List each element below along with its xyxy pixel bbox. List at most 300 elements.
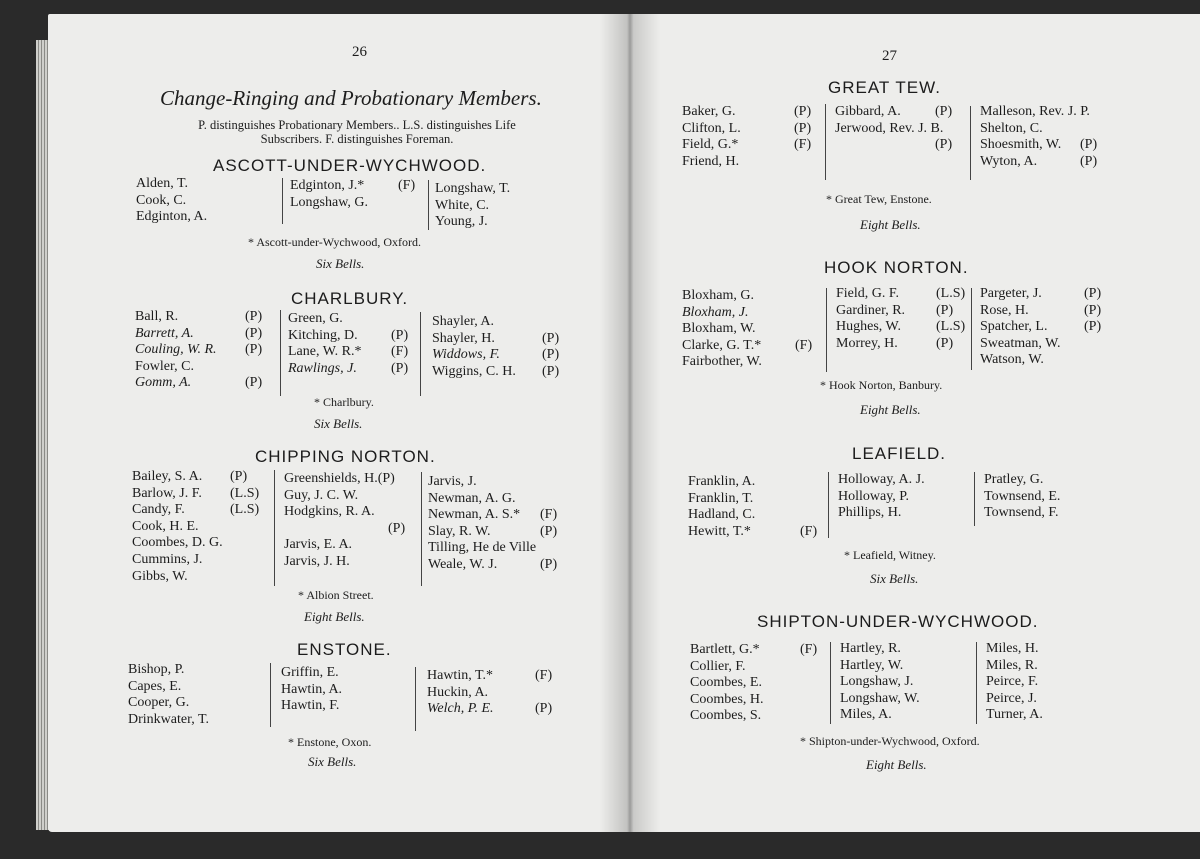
member-name: Hawtin, T.* (427, 668, 493, 683)
member-entry (132, 552, 267, 569)
member-name: Couling, W. R. (135, 342, 217, 358)
legend-line: Subscribers. F. distinguishes Foreman. (260, 132, 454, 146)
bells-count: Eight Bells. (860, 402, 921, 417)
member-entry (980, 352, 1110, 369)
member-name: Green, G. (288, 311, 343, 326)
member-entry (986, 707, 1096, 724)
member-name: Clifton, L. (682, 120, 741, 136)
member-name: Edginton, J.* (290, 178, 365, 193)
member-entry (840, 674, 970, 691)
member-entry (682, 338, 822, 355)
member-entry (136, 209, 276, 226)
member-status: (P) (230, 469, 248, 484)
member-status: (L.S) (936, 286, 966, 301)
member-entry (840, 658, 970, 675)
member-name: Rose, H. (980, 302, 1029, 318)
tower-note: * Great Tew, Enstone. (826, 192, 932, 206)
member-entry (284, 471, 424, 488)
member-entry (428, 491, 568, 508)
member-status: (L.S) (230, 485, 260, 501)
member-name: Coombes, E. (690, 675, 762, 691)
member-entry (281, 698, 401, 715)
member-name: Shayler, A. (432, 314, 495, 329)
member-entry (432, 331, 567, 348)
member-name: Hawtin, A. (281, 681, 343, 697)
member-entry (682, 137, 817, 154)
member-name: Watson, W. (980, 352, 1044, 368)
member-name: Longshaw, G. (290, 194, 369, 210)
member-name: Kitching, D. (288, 327, 358, 343)
member-entry (682, 288, 822, 305)
member-entry (136, 193, 276, 210)
member-entry (290, 178, 420, 195)
member-entry (132, 469, 267, 486)
name-column (435, 181, 545, 231)
member-status: (L.S) (936, 319, 966, 335)
member-name: Bartlett, G.* (690, 642, 760, 657)
name-column (428, 474, 568, 574)
member-entry (838, 505, 968, 522)
member-name: Cook, H. E. (132, 518, 199, 534)
member-entry (288, 311, 413, 328)
member-name: Miles, R. (986, 657, 1038, 673)
tower-note: * Shipton-under-Wychwood, Oxford. (800, 734, 980, 748)
member-name: Cook, C. (136, 192, 187, 208)
left-page (48, 14, 630, 832)
member-name: Bishop, P. (128, 662, 185, 677)
member-entry (980, 319, 1110, 336)
member-name: Jarvis, J. H. (284, 553, 350, 569)
member-name: Hawtin, F. (281, 698, 340, 714)
member-name: Miles, A. (840, 707, 892, 723)
member-status: (P) (936, 335, 954, 351)
member-entry (428, 474, 568, 491)
member-entry (128, 662, 263, 679)
tower-note: * Ascott-under-Wychwood, Oxford. (248, 235, 421, 249)
member-entry (435, 214, 545, 231)
member-name: Turner, A. (986, 707, 1043, 723)
member-entry (288, 361, 413, 378)
member-name: Jarvis, E. A. (284, 537, 353, 553)
member-entry (980, 137, 1115, 154)
member-entry (135, 309, 270, 326)
member-name: White, C. (435, 197, 490, 213)
member-status: (F) (800, 642, 818, 657)
member-name: Holloway, P. (838, 488, 910, 504)
member-name: Ball, R. (135, 309, 179, 324)
member-entry (128, 712, 263, 729)
member-entry (284, 554, 424, 571)
name-column (836, 286, 966, 352)
name-column (288, 311, 413, 377)
member-name: Peirce, F. (986, 674, 1039, 690)
member-entry (435, 198, 545, 215)
member-entry (682, 104, 817, 121)
member-entry (682, 154, 817, 171)
member-name: Lane, W. R.* (288, 344, 362, 360)
member-status: (F) (391, 344, 409, 360)
member-name: Longshaw, J. (840, 674, 914, 690)
bells-count: Six Bells. (314, 416, 363, 431)
member-entry (836, 336, 966, 353)
member-entry (132, 486, 267, 503)
member-name: Jerwood, Rev. J. B. (835, 120, 944, 136)
member-entry (432, 314, 567, 331)
member-entry (690, 659, 825, 676)
name-column (284, 471, 424, 571)
member-name: Candy, F. (132, 502, 185, 518)
name-column (840, 641, 970, 724)
member-name: Holloway, A. J. (838, 472, 925, 487)
name-column (427, 668, 562, 718)
member-entry (432, 364, 567, 381)
member-status: (P) (542, 330, 560, 346)
member-name: Spatcher, L. (980, 319, 1048, 335)
member-name: Miles, H. (986, 641, 1039, 656)
member-entry (690, 708, 825, 725)
member-entry (682, 321, 822, 338)
member-entry (288, 328, 413, 345)
member-name: Gomm, A. (135, 375, 192, 391)
member-name: Alden, T. (136, 176, 188, 191)
column-divider (828, 472, 829, 538)
tower-note: * Charlbury. (314, 395, 374, 409)
member-entry (840, 707, 970, 724)
member-entry (840, 691, 970, 708)
name-column (135, 309, 270, 392)
member-entry (682, 121, 817, 138)
column-divider (274, 470, 275, 586)
column-divider (270, 663, 271, 727)
member-name: Collier, F. (690, 658, 746, 674)
member-entry (980, 303, 1110, 320)
member-name: Pratley, G. (984, 472, 1044, 487)
member-entry (435, 181, 545, 198)
member-status: (P) (935, 137, 953, 153)
member-name: Pargeter, J. (980, 286, 1042, 301)
member-entry (132, 569, 267, 586)
tower-note: * Albion Street. (298, 588, 374, 602)
member-name: Young, J. (435, 214, 488, 230)
member-name: Coombes, H. (690, 691, 764, 707)
member-name: Drinkwater, T. (128, 711, 209, 727)
member-entry (838, 472, 968, 489)
member-name: Weale, W. J. (428, 556, 498, 572)
member-entry (136, 176, 276, 193)
member-name: Slay, R. W. (428, 523, 491, 539)
member-entry (835, 137, 965, 154)
bells-count: Eight Bells. (304, 609, 365, 624)
member-name: Gibbard, A. (835, 104, 901, 119)
name-column (838, 472, 968, 522)
page-number: 27 (882, 48, 897, 64)
column-divider (415, 667, 416, 731)
bells-count: Eight Bells. (860, 217, 921, 232)
member-name: Newman, A. S.* (428, 507, 521, 523)
member-status: (P) (540, 556, 558, 572)
member-entry (284, 504, 424, 521)
member-entry (986, 641, 1096, 658)
member-status: (P) (794, 104, 812, 119)
section-title: CHARLBURY. (291, 289, 409, 308)
member-status: (L.S) (230, 502, 260, 518)
member-name: Huckin, A. (427, 684, 489, 700)
name-column (281, 665, 401, 715)
column-divider (282, 178, 283, 224)
bells-count: Eight Bells. (866, 757, 927, 772)
name-column (980, 286, 1110, 369)
member-entry (840, 641, 970, 658)
section-title: SHIPTON-UNDER-WYCHWOOD. (757, 612, 1039, 631)
member-entry (128, 695, 263, 712)
member-status: (P) (388, 520, 406, 536)
legend-line: P. distinguishes Probationary Members.. L.S. distinguishes Life (198, 118, 516, 132)
member-name: Sweatman, W. (980, 335, 1061, 351)
member-name: Fairbother, W. (682, 354, 762, 370)
member-name: Edginton, A. (136, 209, 208, 225)
member-name: Townsend, E. (984, 488, 1061, 504)
section-title: CHIPPING NORTON. (255, 447, 436, 466)
member-name: Peirce, J. (986, 690, 1037, 706)
bells-count: Six Bells. (316, 256, 365, 271)
member-name: Franklin, A. (688, 474, 756, 489)
member-entry (132, 519, 267, 536)
member-entry (980, 121, 1115, 138)
name-column (690, 642, 825, 725)
member-status: (P) (1084, 302, 1102, 318)
member-entry (290, 195, 420, 212)
member-entry (132, 502, 267, 519)
member-name: Bloxham, J. (682, 304, 749, 320)
name-column (835, 104, 965, 154)
member-name: Hewitt, T.* (688, 523, 751, 539)
member-entry (427, 701, 562, 718)
member-name: Clarke, G. T.* (682, 337, 762, 353)
member-entry (284, 521, 424, 538)
member-entry (835, 104, 965, 121)
member-status: (F) (398, 178, 416, 193)
column-divider (974, 472, 975, 526)
member-name: Fowler, C. (135, 358, 194, 374)
member-status: (P) (1084, 319, 1102, 335)
member-name: Shelton, C. (980, 120, 1043, 136)
member-name: Widdows, F. (432, 347, 500, 363)
section-title: ENSTONE. (297, 640, 392, 659)
member-entry (688, 474, 823, 491)
member-name: Greenshields, H.(P) (284, 471, 395, 486)
member-entry (135, 359, 270, 376)
member-entry (428, 557, 568, 574)
member-entry (690, 642, 825, 659)
tower-note: * Hook Norton, Banbury. (820, 378, 943, 392)
column-divider (830, 642, 831, 724)
column-divider (971, 288, 972, 370)
member-status: (F) (795, 337, 813, 353)
page-number: 26 (352, 44, 367, 60)
member-name: Shayler, H. (432, 330, 495, 346)
member-name: Gardiner, R. (836, 302, 906, 318)
member-name: Barrett, A. (135, 325, 194, 341)
member-name: Newman, A. G. (428, 490, 516, 506)
member-name: Field, G.* (682, 137, 739, 153)
member-status: (F) (794, 137, 812, 153)
legend (152, 118, 562, 146)
member-entry (682, 305, 822, 322)
member-entry (980, 104, 1115, 121)
section-title: LEAFIELD. (852, 444, 947, 463)
member-entry (281, 665, 401, 682)
member-name: Griffin, E. (281, 665, 339, 680)
member-entry (427, 685, 562, 702)
name-column (290, 178, 420, 211)
member-entry (688, 507, 823, 524)
member-status: (F) (800, 523, 818, 539)
member-name: Shoesmith, W. (980, 137, 1062, 153)
member-name: Friend, H. (682, 153, 740, 169)
member-entry (135, 326, 270, 343)
member-status: (P) (391, 327, 409, 343)
member-entry (284, 537, 424, 554)
column-divider (825, 104, 826, 180)
member-name: Capes, E. (128, 678, 182, 694)
name-column (682, 104, 817, 170)
column-divider (976, 642, 977, 724)
member-entry (682, 354, 822, 371)
member-name: Gibbs, W. (132, 568, 188, 584)
section-title: GREAT TEW. (828, 78, 941, 97)
column-divider (428, 180, 429, 230)
name-column (688, 474, 823, 540)
member-status: (P) (535, 701, 553, 717)
member-name: Jarvis, J. (428, 474, 477, 489)
member-status: (P) (1084, 286, 1102, 301)
member-entry (690, 675, 825, 692)
column-divider (420, 312, 421, 396)
member-entry (984, 505, 1114, 522)
member-name: Tilling, He de Ville (428, 540, 537, 556)
member-name: Field, G. F. (836, 286, 900, 301)
member-status: (P) (540, 523, 558, 539)
page-heading: Change-Ringing and Probationary Members. (160, 86, 542, 110)
member-entry (688, 491, 823, 508)
member-name: Hughes, W. (836, 319, 901, 335)
member-name: Bailey, S. A. (132, 469, 203, 484)
member-name: Hodgkins, R. A. (284, 504, 375, 520)
member-status: (P) (245, 375, 263, 391)
name-column (128, 662, 263, 728)
member-name: Townsend, F. (984, 505, 1059, 521)
section-title: HOOK NORTON. (824, 258, 969, 277)
bells-count: Six Bells. (308, 754, 357, 769)
member-status: (P) (542, 347, 560, 363)
member-name: Rawlings, J. (288, 360, 357, 376)
member-status: (P) (794, 120, 812, 136)
tower-note: * Enstone, Oxon. (288, 735, 372, 749)
member-entry (980, 286, 1110, 303)
name-column (136, 176, 276, 226)
member-entry (984, 472, 1114, 489)
column-divider (826, 288, 827, 372)
member-status: (P) (391, 360, 409, 376)
member-status: (P) (936, 302, 954, 318)
member-name: Hartley, W. (840, 657, 904, 673)
member-name: Coombes, S. (690, 708, 762, 724)
member-name: Cummins, J. (132, 551, 203, 567)
member-name: Phillips, H. (838, 505, 902, 521)
section-title: ASCOTT-UNDER-WYCHWOOD. (213, 156, 487, 175)
member-entry (428, 524, 568, 541)
member-entry (984, 489, 1114, 506)
name-column (980, 104, 1115, 170)
member-entry (690, 692, 825, 709)
member-entry (836, 286, 966, 303)
bells-count: Six Bells. (870, 571, 919, 586)
name-column (984, 472, 1114, 522)
name-column (132, 469, 267, 585)
member-name: Malleson, Rev. J. P. (980, 104, 1090, 119)
member-entry (986, 691, 1096, 708)
name-column (986, 641, 1096, 724)
member-entry (427, 668, 562, 685)
member-entry (980, 154, 1115, 171)
member-status: (P) (542, 363, 560, 379)
member-status: (F) (540, 507, 558, 523)
tower-note: * Leafield, Witney. (844, 548, 936, 562)
member-name: Coombes, D. G. (132, 535, 223, 551)
member-entry (432, 347, 567, 364)
member-name: Cooper, G. (128, 695, 190, 711)
member-entry (688, 524, 823, 541)
member-entry (284, 488, 424, 505)
member-entry (288, 344, 413, 361)
member-name: Longshaw, W. (840, 690, 920, 706)
member-status: (P) (935, 104, 953, 119)
member-entry (838, 489, 968, 506)
member-name: Morrey, H. (836, 335, 898, 351)
name-column (682, 288, 822, 371)
member-entry (132, 535, 267, 552)
column-divider (421, 472, 422, 586)
member-entry (835, 121, 965, 138)
member-entry (428, 507, 568, 524)
member-entry (836, 303, 966, 320)
member-entry (986, 658, 1096, 675)
member-entry (980, 336, 1110, 353)
member-name: Wiggins, C. H. (432, 363, 516, 379)
member-name: Hartley, R. (840, 641, 901, 656)
member-name: Baker, G. (682, 104, 736, 119)
member-status: (P) (1080, 153, 1098, 169)
member-entry (135, 342, 270, 359)
member-entry (135, 375, 270, 392)
member-name: Wyton, A. (980, 153, 1038, 169)
member-status: (P) (245, 325, 263, 341)
member-name: Hadland, C. (688, 507, 756, 523)
column-divider (970, 106, 971, 180)
member-status: (P) (245, 309, 263, 324)
member-status: (F) (535, 668, 553, 683)
member-name: Bloxham, W. (682, 321, 756, 337)
member-status: (P) (1080, 137, 1098, 153)
member-name: Longshaw, T. (435, 181, 511, 196)
member-entry (428, 540, 568, 557)
member-name: Barlow, J. F. (132, 485, 202, 501)
member-name: Guy, J. C. W. (284, 487, 359, 503)
right-page (630, 14, 1200, 832)
column-divider (280, 310, 281, 396)
member-entry (281, 682, 401, 699)
member-name: Bloxham, G. (682, 288, 754, 303)
